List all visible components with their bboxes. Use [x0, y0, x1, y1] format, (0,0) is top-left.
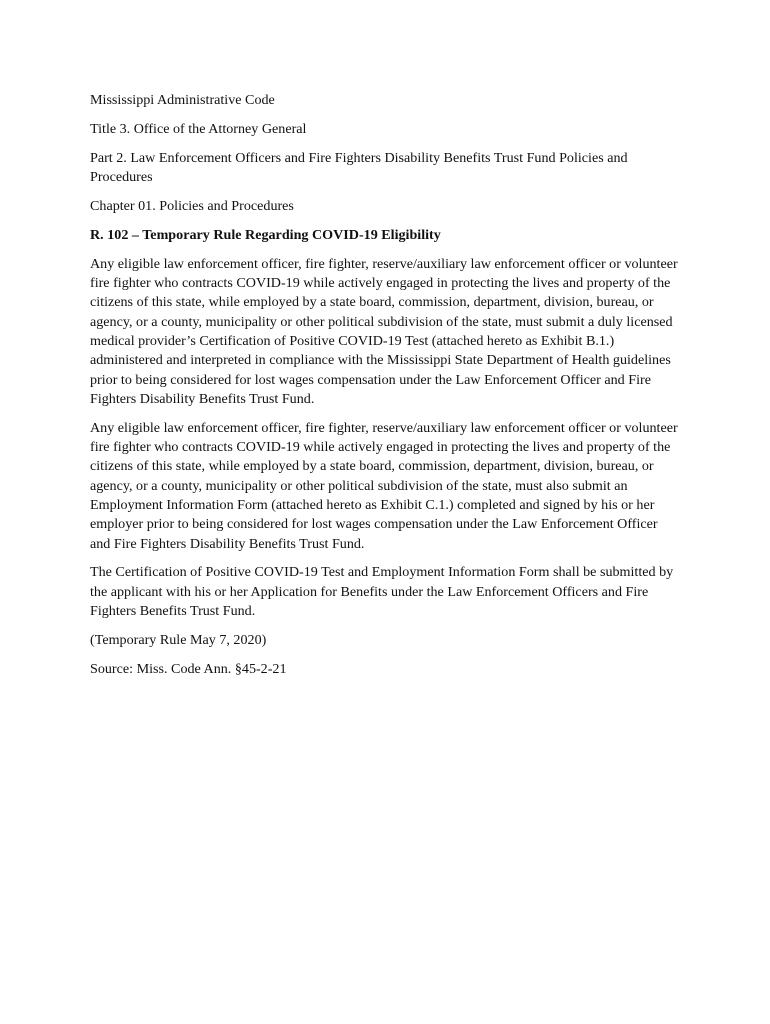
history-note: (Temporary Rule May 7, 2020)	[90, 631, 267, 648]
chapter-line: Chapter 01. Policies and Procedures	[90, 197, 294, 214]
source-citation: Source: Miss. Code Ann. §45-2-21	[90, 660, 287, 677]
body-paragraph-3: The Certification of Positive COVID-19 Test and Employment Information Form shall be submitted by the applicant with his or her Application for Benefits under the Law Enforcement Officers and Fire Fighters Benefits Trust Fund.	[90, 564, 674, 619]
body-paragraph-1: Any eligible law enforcement officer, fire fighter, reserve/auxiliary law enforcement officer or volunteer fire fighter who contracts COVID-19 while actively engaged in protecting the lives and property of the citizens of this state, while employed by a state board, commission, department, division, bureau, or agency, or a county, municipality or other political subdivision of the state, must submit a duly licensed medical provider’s Certification of Positive COVID-19 Test (attached hereto as Exhibit B.1.) administered and interpreted in compliance with the Mississippi State Department of Health guidelines prior to being considered for lost wages compensation under the Law Enforcement Officer and Fire Fighters Disability Benefits Trust Fund.	[90, 255, 678, 407]
part-line: Part 2. Law Enforcement Officers and Fire Fighters Disability Benefits Trust Fund Policies and Procedures	[90, 149, 628, 186]
code-name: Mississippi Administrative Code	[90, 92, 275, 108]
document-page	[90, 91, 680, 689]
title-line: Title 3. Office of the Attorney General	[90, 120, 307, 137]
rule-heading: R. 102 – Temporary Rule Regarding COVID-19 Eligibility	[90, 226, 441, 243]
body-paragraph-2: Any eligible law enforcement officer, fire fighter, reserve/auxiliary law enforcement officer or volunteer fire fighter who contracts COVID-19 while actively engaged in protecting the lives and property of the citizens of this state, while employed by a state board, commission, department, division, bureau, or agency, or a county, municipality or other political subdivision of the state, must also submit an Employment Information Form (attached hereto as Exhibit C.1.) completed and signed by his or her employer prior to being considered for lost wages compensation under the Law Enforcement Officer and Fire Fighters Disability Benefits Trust Fund.	[90, 419, 678, 552]
